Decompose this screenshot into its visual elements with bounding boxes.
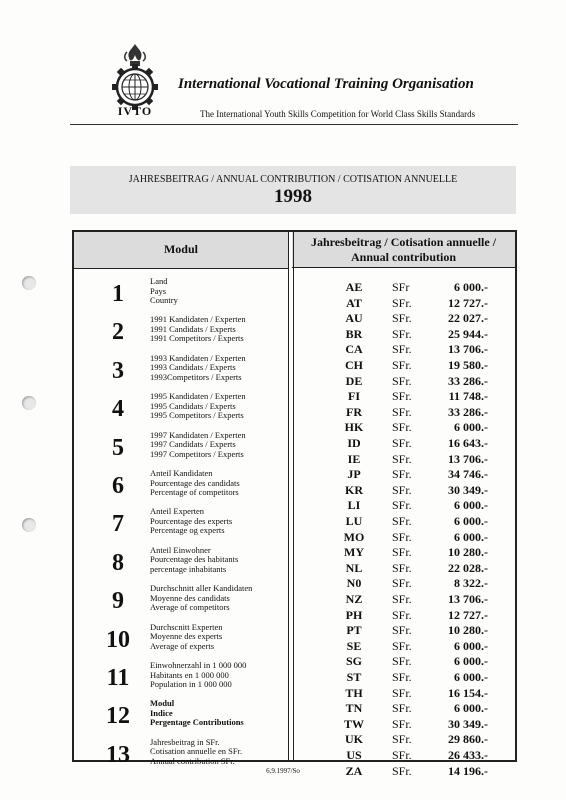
module-description-line: 1991 Competitors / Experts bbox=[150, 333, 244, 344]
contribution-header-line2: Annual contribution bbox=[350, 250, 457, 264]
currency: SFr. bbox=[392, 498, 412, 513]
country-code: ST bbox=[346, 670, 362, 684]
currency: SFr. bbox=[392, 420, 412, 435]
currency: SFr. bbox=[392, 389, 412, 404]
contribution-header-line1: Jahresbeitrag / Cotisation annuelle / bbox=[310, 235, 497, 249]
country-code: PT bbox=[346, 623, 362, 638]
contribution-row bbox=[292, 623, 515, 638]
module-number: 9 bbox=[112, 588, 124, 615]
country-code: JP bbox=[347, 467, 361, 482]
contribution-row bbox=[292, 483, 515, 498]
currency: SFr. bbox=[392, 560, 412, 575]
modul-header-label: Modul bbox=[163, 242, 198, 256]
module-description-line: Pourcentage des experts bbox=[150, 515, 233, 526]
organisation-name: International Vocational Training Organisation bbox=[178, 76, 474, 92]
organisation-subtitle: The International Youth Skills Competition for World Class Skills Standards bbox=[200, 109, 476, 119]
currency: SFr. bbox=[392, 514, 412, 528]
country-code: PH bbox=[345, 607, 363, 622]
currency: SFr. bbox=[392, 576, 412, 591]
contribution-row bbox=[292, 342, 515, 357]
contribution-row bbox=[292, 498, 515, 513]
contribution-row bbox=[292, 561, 515, 576]
footer-date: 6.9.1997/So bbox=[266, 767, 300, 775]
amount: 12 727.- bbox=[448, 607, 488, 622]
country-code: FR bbox=[346, 404, 362, 419]
module-description bbox=[150, 507, 232, 536]
currency: SFr bbox=[392, 280, 410, 294]
currency: SFr. bbox=[392, 529, 412, 544]
punch-hole bbox=[22, 518, 36, 532]
amount: 16 154.- bbox=[448, 685, 488, 700]
module-description-line: Modul bbox=[150, 698, 175, 709]
module-row bbox=[74, 623, 288, 659]
amount: 13 706.- bbox=[448, 342, 488, 357]
module-description-line: 1995 Kandidaten / Experten bbox=[150, 391, 246, 402]
country-code: NL bbox=[345, 560, 363, 575]
currency: SFr. bbox=[392, 638, 412, 653]
contribution-row bbox=[292, 452, 515, 467]
amount: 13 706.- bbox=[448, 592, 488, 606]
module-description-line: Cotisation annuelle en SFr. bbox=[150, 746, 243, 757]
module-description-line: Pourcentage des candidats bbox=[150, 477, 240, 488]
contribution-row bbox=[292, 654, 515, 669]
module-row bbox=[74, 699, 288, 735]
contribution-row bbox=[292, 732, 515, 747]
country-code: KR bbox=[345, 482, 363, 497]
country-code: FI bbox=[348, 389, 360, 404]
amount: 6 000.- bbox=[454, 498, 488, 513]
contribution-row bbox=[292, 670, 515, 685]
contribution-row bbox=[292, 467, 515, 482]
punch-hole bbox=[22, 276, 36, 290]
module-description-line: 1997 Kandidaten / Experten bbox=[150, 429, 246, 440]
module-description bbox=[150, 277, 178, 306]
contribution-row bbox=[292, 327, 515, 342]
contribution-row bbox=[292, 280, 515, 295]
module-description-line: Habitants en 1 000 000 bbox=[150, 669, 229, 680]
module-description-line: percentage inhabitants bbox=[150, 563, 227, 574]
currency: SFr. bbox=[392, 326, 412, 341]
country-code: AE bbox=[345, 280, 363, 294]
amount: 34 746.- bbox=[448, 467, 488, 482]
contribution-header bbox=[292, 232, 515, 268]
amount: 30 349.- bbox=[448, 482, 488, 497]
module-row bbox=[74, 315, 288, 351]
module-row bbox=[74, 469, 288, 505]
module-description bbox=[150, 546, 238, 575]
country-code: US bbox=[346, 748, 362, 762]
amount: 25 944.- bbox=[448, 326, 488, 341]
module-description bbox=[150, 699, 244, 728]
country-code: AU bbox=[345, 311, 363, 326]
country-code: ZA bbox=[345, 763, 363, 778]
module-description-line: Jahresbeitrag in SFr. bbox=[150, 736, 220, 747]
title-banner bbox=[70, 166, 516, 214]
module-row bbox=[74, 392, 288, 428]
currency: SFr. bbox=[392, 732, 412, 747]
currency: SFr. bbox=[392, 342, 412, 357]
module-description-line: Percentage og experts bbox=[150, 525, 225, 536]
module-description bbox=[150, 392, 246, 421]
module-description-line: 1993 Kandidaten / Experten bbox=[150, 352, 246, 363]
country-code: CH bbox=[345, 358, 363, 372]
country-code: TN bbox=[345, 701, 363, 716]
country-code: MY bbox=[344, 545, 364, 560]
country-code: ID bbox=[347, 436, 361, 450]
currency: SFr. bbox=[392, 436, 412, 450]
module-description-line: 1997 Competitors / Experts bbox=[150, 448, 244, 459]
module-description-line: Indice bbox=[150, 707, 173, 718]
country-code: LI bbox=[347, 498, 361, 513]
contribution-row bbox=[292, 436, 515, 451]
modul-header bbox=[74, 232, 288, 269]
module-description-line: Pourcentage des habitants bbox=[150, 554, 239, 565]
country-code: BR bbox=[345, 326, 363, 341]
contribution-row bbox=[292, 701, 515, 716]
contribution-row bbox=[292, 530, 515, 545]
module-description-line: Average of experts bbox=[150, 640, 215, 651]
module-description bbox=[150, 354, 246, 383]
module-row bbox=[74, 584, 288, 620]
module-description bbox=[150, 738, 242, 767]
country-code: TW bbox=[343, 716, 364, 731]
amount: 16 643.- bbox=[448, 436, 488, 450]
currency: SFr. bbox=[392, 358, 412, 372]
currency: SFr. bbox=[392, 482, 412, 497]
currency: SFr. bbox=[392, 670, 412, 684]
module-description-line: 1993 Candidats / Experts bbox=[150, 362, 236, 373]
country-code: DE bbox=[345, 373, 363, 388]
module-row bbox=[74, 431, 288, 467]
amount: 26 433.- bbox=[448, 748, 488, 762]
amount: 33 286.- bbox=[448, 373, 488, 388]
module-number: 2 bbox=[112, 319, 124, 346]
contribution-row bbox=[292, 576, 515, 591]
amount: 8 322.- bbox=[454, 576, 488, 591]
amount: 6 000.- bbox=[454, 280, 488, 294]
module-description-line: Average of competitors bbox=[150, 602, 230, 613]
module-description-line: Einwohnerzahl in 1 000 000 bbox=[150, 660, 247, 670]
module-number: 11 bbox=[106, 665, 130, 691]
module-row bbox=[74, 277, 288, 313]
currency: SFr. bbox=[392, 607, 412, 622]
module-description-line: 1991 Kandidaten / Experten bbox=[150, 314, 246, 325]
contribution-row bbox=[292, 296, 515, 311]
currency: SFr. bbox=[392, 716, 412, 731]
country-code: LU bbox=[345, 514, 363, 528]
contribution-row bbox=[292, 639, 515, 654]
contribution-row bbox=[292, 717, 515, 732]
module-description-line: Pergentage Contributions bbox=[150, 717, 244, 728]
banner-year: 1998 bbox=[274, 186, 312, 207]
module-description-line: Land bbox=[150, 276, 168, 286]
amount: 13 706.- bbox=[448, 451, 488, 466]
module-description bbox=[150, 623, 222, 652]
contribution-row bbox=[292, 420, 515, 435]
country-code: UK bbox=[345, 732, 363, 747]
country-code: NZ bbox=[345, 592, 363, 606]
currency: SFr. bbox=[392, 685, 412, 700]
module-number: 3 bbox=[112, 357, 124, 384]
amount: 19 580.- bbox=[448, 358, 488, 372]
contribution-row bbox=[292, 592, 515, 607]
module-description-line: 1995 Competitors / Experts bbox=[150, 410, 244, 421]
contribution-row bbox=[292, 608, 515, 623]
contribution-row bbox=[292, 748, 515, 763]
module-row bbox=[74, 546, 288, 582]
module-description-line: Percentage of competitors bbox=[150, 487, 239, 497]
contribution-row bbox=[292, 686, 515, 701]
module-number: 13 bbox=[106, 741, 130, 768]
amount: 6 000.- bbox=[454, 670, 488, 684]
currency: SFr. bbox=[392, 373, 412, 388]
amount: 6 000.- bbox=[454, 654, 488, 669]
module-description-line: 1997 Candidats / Experts bbox=[150, 439, 236, 450]
contribution-row bbox=[292, 514, 515, 529]
module-description bbox=[150, 661, 246, 690]
module-number: 6 bbox=[112, 473, 124, 499]
module-description bbox=[150, 315, 246, 344]
module-number: 5 bbox=[112, 434, 124, 461]
currency: SFr. bbox=[392, 654, 412, 669]
country-code: AT bbox=[346, 295, 362, 310]
country-code: SE bbox=[346, 638, 362, 653]
amount: 10 280.- bbox=[448, 545, 488, 560]
currency: SFr. bbox=[392, 295, 412, 310]
currency: SFr. bbox=[392, 763, 412, 778]
module-description-line: Pays bbox=[150, 285, 167, 296]
country-code: CA bbox=[345, 342, 363, 357]
module-number: 10 bbox=[106, 626, 130, 653]
amount: 6 000.- bbox=[454, 638, 488, 653]
module-description-line: 1995 Candidats / Experts bbox=[150, 400, 236, 411]
module-description-line: Moyenne des experts bbox=[150, 631, 223, 642]
amount: 6 000.- bbox=[454, 701, 488, 716]
module-description-line: Country bbox=[150, 295, 178, 305]
amount: 10 280.- bbox=[448, 623, 488, 638]
module-row bbox=[74, 507, 288, 543]
module-description bbox=[150, 431, 246, 460]
country-code: HK bbox=[344, 420, 364, 435]
country-code: IE bbox=[347, 451, 361, 466]
module-description-line: Annual contribution SFr. bbox=[150, 755, 235, 766]
punch-hole bbox=[22, 396, 36, 410]
amount: 6 000.- bbox=[454, 529, 488, 544]
contribution-row bbox=[292, 389, 515, 404]
module-description-line: 1991 Candidats / Experts bbox=[150, 323, 236, 334]
module-description-line: Anteil Kandidaten bbox=[150, 468, 213, 478]
module-description bbox=[150, 584, 252, 613]
country-code: TH bbox=[345, 685, 363, 700]
module-description-line: Anteil Einwohner bbox=[150, 544, 211, 555]
currency: SFr. bbox=[392, 545, 412, 560]
currency: SFr. bbox=[392, 623, 412, 638]
currency: SFr. bbox=[392, 748, 412, 762]
module-description-line: Anteil Experten bbox=[150, 506, 205, 517]
module-row bbox=[74, 661, 288, 697]
amount: 12 727.- bbox=[448, 295, 488, 310]
module-number: 8 bbox=[112, 549, 124, 576]
module-row bbox=[74, 354, 288, 390]
amount: 6 000.- bbox=[454, 420, 488, 435]
contribution-row bbox=[292, 374, 515, 389]
currency: SFr. bbox=[392, 451, 412, 466]
amount: 14 196.- bbox=[448, 763, 488, 778]
contribution-row bbox=[292, 405, 515, 420]
amount: 22 028.- bbox=[448, 560, 488, 575]
logo-text: IVTO bbox=[117, 104, 153, 118]
module-description-line: 1993Competitors / Experts bbox=[150, 371, 242, 382]
country-code: N0 bbox=[346, 576, 362, 591]
module-description-line: Moyenne des candidats bbox=[150, 592, 230, 603]
currency: SFr. bbox=[392, 311, 412, 326]
currency: SFr. bbox=[392, 404, 412, 419]
module-number: 1 bbox=[112, 281, 124, 307]
amount: 22 027.- bbox=[448, 311, 488, 326]
contribution-row bbox=[292, 311, 515, 326]
contribution-row bbox=[292, 545, 515, 560]
currency: SFr. bbox=[392, 592, 412, 606]
country-code: SG bbox=[345, 654, 362, 669]
amount: 33 286.- bbox=[448, 404, 488, 419]
amount: 6 000.- bbox=[454, 514, 488, 528]
banner-title: JAHRESBEITRAG / ANNUAL CONTRIBUTION / COTISATION ANNUELLE bbox=[128, 174, 458, 185]
amount: 11 748.- bbox=[448, 389, 488, 404]
module-description-line: Population in 1 000 000 bbox=[150, 679, 232, 689]
country-code: MO bbox=[343, 529, 365, 544]
module-description-line: Durchschnitt aller Kandidaten bbox=[150, 583, 253, 594]
contribution-row bbox=[292, 358, 515, 373]
header-rule bbox=[70, 124, 518, 125]
module-description bbox=[150, 469, 240, 498]
amount: 29 860.- bbox=[448, 732, 488, 747]
amount: 30 349.- bbox=[448, 716, 488, 731]
currency: SFr. bbox=[392, 701, 412, 716]
module-number: 4 bbox=[112, 396, 124, 423]
module-number: 12 bbox=[106, 703, 130, 730]
module-description-line: Durchscnitt Experten bbox=[150, 621, 223, 632]
module-number: 7 bbox=[112, 511, 124, 538]
currency: SFr. bbox=[392, 467, 412, 482]
